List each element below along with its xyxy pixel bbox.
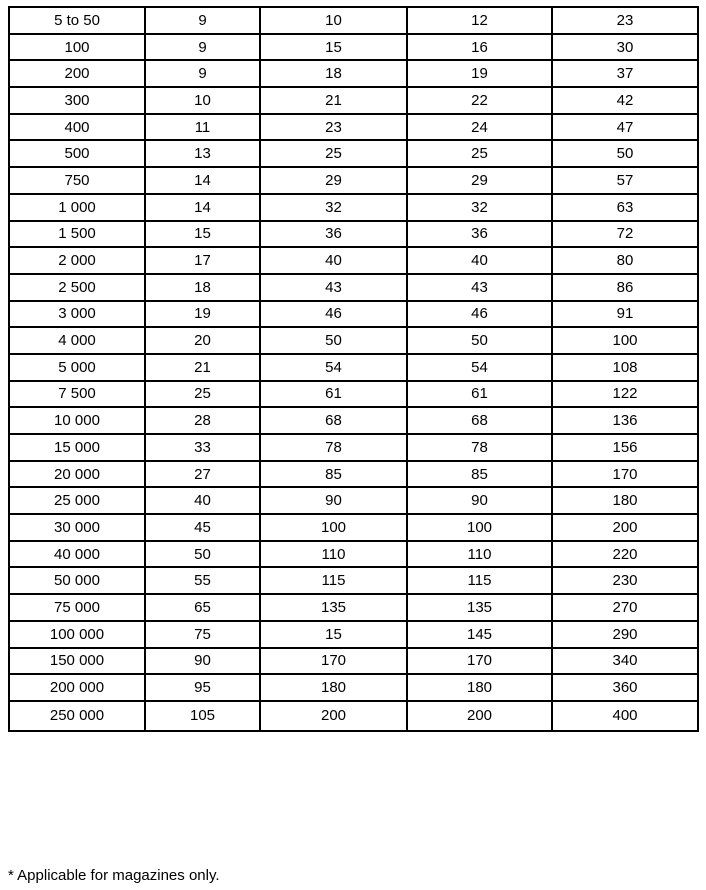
table-cell: 340 <box>552 648 698 675</box>
table-cell: 43 <box>260 274 407 301</box>
table-cell: 63 <box>552 194 698 221</box>
table-cell: 21 <box>260 87 407 114</box>
table-cell: 14 <box>145 194 260 221</box>
table-row <box>9 167 698 194</box>
table-cell: 9 <box>145 34 260 61</box>
table-cell: 13 <box>145 140 260 167</box>
table-cell: 46 <box>260 301 407 328</box>
table-cell: 3 000 <box>9 301 145 328</box>
table-cell: 57 <box>552 167 698 194</box>
table-cell: 18 <box>145 274 260 301</box>
table-cell: 15 <box>260 621 407 648</box>
table-cell: 200 000 <box>9 674 145 701</box>
table-cell: 55 <box>145 567 260 594</box>
table-cell: 500 <box>9 140 145 167</box>
table-cell: 14 <box>145 167 260 194</box>
table-cell: 46 <box>407 301 552 328</box>
table-cell: 135 <box>260 594 407 621</box>
table-cell: 85 <box>407 461 552 488</box>
table-cell: 290 <box>552 621 698 648</box>
table-row <box>9 60 698 87</box>
table-cell: 90 <box>260 487 407 514</box>
table-row <box>9 594 698 621</box>
table-row <box>9 381 698 408</box>
table-row <box>9 114 698 141</box>
table-cell: 36 <box>260 221 407 248</box>
table-cell: 32 <box>260 194 407 221</box>
table-cell: 180 <box>552 487 698 514</box>
table-row <box>9 461 698 488</box>
table-row <box>9 514 698 541</box>
table-cell: 47 <box>552 114 698 141</box>
table-cell: 1 500 <box>9 221 145 248</box>
table-cell: 36 <box>407 221 552 248</box>
table-cell: 40 <box>145 487 260 514</box>
table-cell: 400 <box>9 114 145 141</box>
table-cell: 65 <box>145 594 260 621</box>
table-row <box>9 327 698 354</box>
table-cell: 2 000 <box>9 247 145 274</box>
table-cell: 23 <box>552 7 698 34</box>
table-cell: 32 <box>407 194 552 221</box>
table-cell: 25 <box>145 381 260 408</box>
table-cell: 37 <box>552 60 698 87</box>
table-row <box>9 701 698 731</box>
table-cell: 15 <box>145 221 260 248</box>
table-row <box>9 487 698 514</box>
table-cell: 54 <box>260 354 407 381</box>
table-cell: 10 <box>145 87 260 114</box>
table-cell: 25 000 <box>9 487 145 514</box>
table-cell: 100 <box>9 34 145 61</box>
table-cell: 40 <box>407 247 552 274</box>
table-cell: 45 <box>145 514 260 541</box>
table-cell: 750 <box>9 167 145 194</box>
table-row <box>9 301 698 328</box>
table-cell: 19 <box>407 60 552 87</box>
table-cell: 80 <box>552 247 698 274</box>
table-cell: 50 <box>145 541 260 568</box>
table-cell: 15 <box>260 34 407 61</box>
table-row <box>9 7 698 34</box>
table-cell: 2 500 <box>9 274 145 301</box>
table-cell: 1 000 <box>9 194 145 221</box>
table-cell: 90 <box>145 648 260 675</box>
table-cell: 90 <box>407 487 552 514</box>
table-cell: 20 <box>145 327 260 354</box>
table-cell: 200 <box>260 701 407 731</box>
table-cell: 17 <box>145 247 260 274</box>
table-cell: 23 <box>260 114 407 141</box>
table-cell: 50 000 <box>9 567 145 594</box>
table-cell: 78 <box>260 434 407 461</box>
table-cell: 170 <box>407 648 552 675</box>
table-row <box>9 194 698 221</box>
table-cell: 200 <box>407 701 552 731</box>
table-cell: 16 <box>407 34 552 61</box>
table-cell: 21 <box>145 354 260 381</box>
table-cell: 115 <box>407 567 552 594</box>
table-cell: 136 <box>552 407 698 434</box>
table-cell: 170 <box>552 461 698 488</box>
table-cell: 25 <box>260 140 407 167</box>
table-cell: 100 <box>407 514 552 541</box>
table-cell: 110 <box>260 541 407 568</box>
table-cell: 300 <box>9 87 145 114</box>
table-cell: 105 <box>145 701 260 731</box>
table-cell: 10 000 <box>9 407 145 434</box>
table-cell: 19 <box>145 301 260 328</box>
table-cell: 40 <box>260 247 407 274</box>
table-cell: 9 <box>145 7 260 34</box>
table-row <box>9 407 698 434</box>
table-cell: 100 <box>260 514 407 541</box>
table-cell: 200 <box>9 60 145 87</box>
table-cell: 150 000 <box>9 648 145 675</box>
table-cell: 145 <box>407 621 552 648</box>
table-cell: 230 <box>552 567 698 594</box>
table-row <box>9 434 698 461</box>
table-row <box>9 648 698 675</box>
table-cell: 122 <box>552 381 698 408</box>
table-cell: 115 <box>260 567 407 594</box>
table-cell: 50 <box>407 327 552 354</box>
table-cell: 7 500 <box>9 381 145 408</box>
table-cell: 170 <box>260 648 407 675</box>
table-cell: 9 <box>145 60 260 87</box>
data-table <box>8 6 699 732</box>
table-cell: 29 <box>407 167 552 194</box>
table-cell: 18 <box>260 60 407 87</box>
table-cell: 61 <box>260 381 407 408</box>
table-cell: 61 <box>407 381 552 408</box>
table-cell: 27 <box>145 461 260 488</box>
table-cell: 30 <box>552 34 698 61</box>
table-cell: 108 <box>552 354 698 381</box>
table-body <box>9 7 698 731</box>
table-cell: 20 000 <box>9 461 145 488</box>
table-cell: 250 000 <box>9 701 145 731</box>
table-row <box>9 674 698 701</box>
table-cell: 68 <box>260 407 407 434</box>
table-cell: 28 <box>145 407 260 434</box>
table-cell: 5 000 <box>9 354 145 381</box>
table-cell: 11 <box>145 114 260 141</box>
table-cell: 180 <box>407 674 552 701</box>
table-cell: 78 <box>407 434 552 461</box>
table-cell: 33 <box>145 434 260 461</box>
table-cell: 220 <box>552 541 698 568</box>
table-cell: 24 <box>407 114 552 141</box>
table-cell: 360 <box>552 674 698 701</box>
table-cell: 86 <box>552 274 698 301</box>
table-cell: 200 <box>552 514 698 541</box>
table-cell: 5 to 50 <box>9 7 145 34</box>
table-cell: 40 000 <box>9 541 145 568</box>
table-cell: 156 <box>552 434 698 461</box>
table-row <box>9 274 698 301</box>
table-cell: 75 <box>145 621 260 648</box>
table-row <box>9 621 698 648</box>
table-row <box>9 34 698 61</box>
table-cell: 75 000 <box>9 594 145 621</box>
table-cell: 4 000 <box>9 327 145 354</box>
table-row <box>9 541 698 568</box>
table-cell: 22 <box>407 87 552 114</box>
table-cell: 180 <box>260 674 407 701</box>
table-row <box>9 354 698 381</box>
table-cell: 72 <box>552 221 698 248</box>
table-cell: 110 <box>407 541 552 568</box>
table-cell: 43 <box>407 274 552 301</box>
table-cell: 135 <box>407 594 552 621</box>
footnote: * Applicable for magazines only. <box>8 867 220 884</box>
table-cell: 400 <box>552 701 698 731</box>
table-cell: 12 <box>407 7 552 34</box>
table-row <box>9 221 698 248</box>
table-cell: 270 <box>552 594 698 621</box>
table-cell: 15 000 <box>9 434 145 461</box>
table-cell: 68 <box>407 407 552 434</box>
table-row <box>9 140 698 167</box>
table-cell: 54 <box>407 354 552 381</box>
table-cell: 95 <box>145 674 260 701</box>
table-cell: 85 <box>260 461 407 488</box>
table-cell: 29 <box>260 167 407 194</box>
table-cell: 100 <box>552 327 698 354</box>
table-cell: 42 <box>552 87 698 114</box>
table-cell: 10 <box>260 7 407 34</box>
table-row <box>9 567 698 594</box>
table-cell: 91 <box>552 301 698 328</box>
table-cell: 50 <box>552 140 698 167</box>
table-cell: 100 000 <box>9 621 145 648</box>
table-cell: 50 <box>260 327 407 354</box>
table-row <box>9 87 698 114</box>
table-cell: 30 000 <box>9 514 145 541</box>
table-cell: 25 <box>407 140 552 167</box>
table-row <box>9 247 698 274</box>
